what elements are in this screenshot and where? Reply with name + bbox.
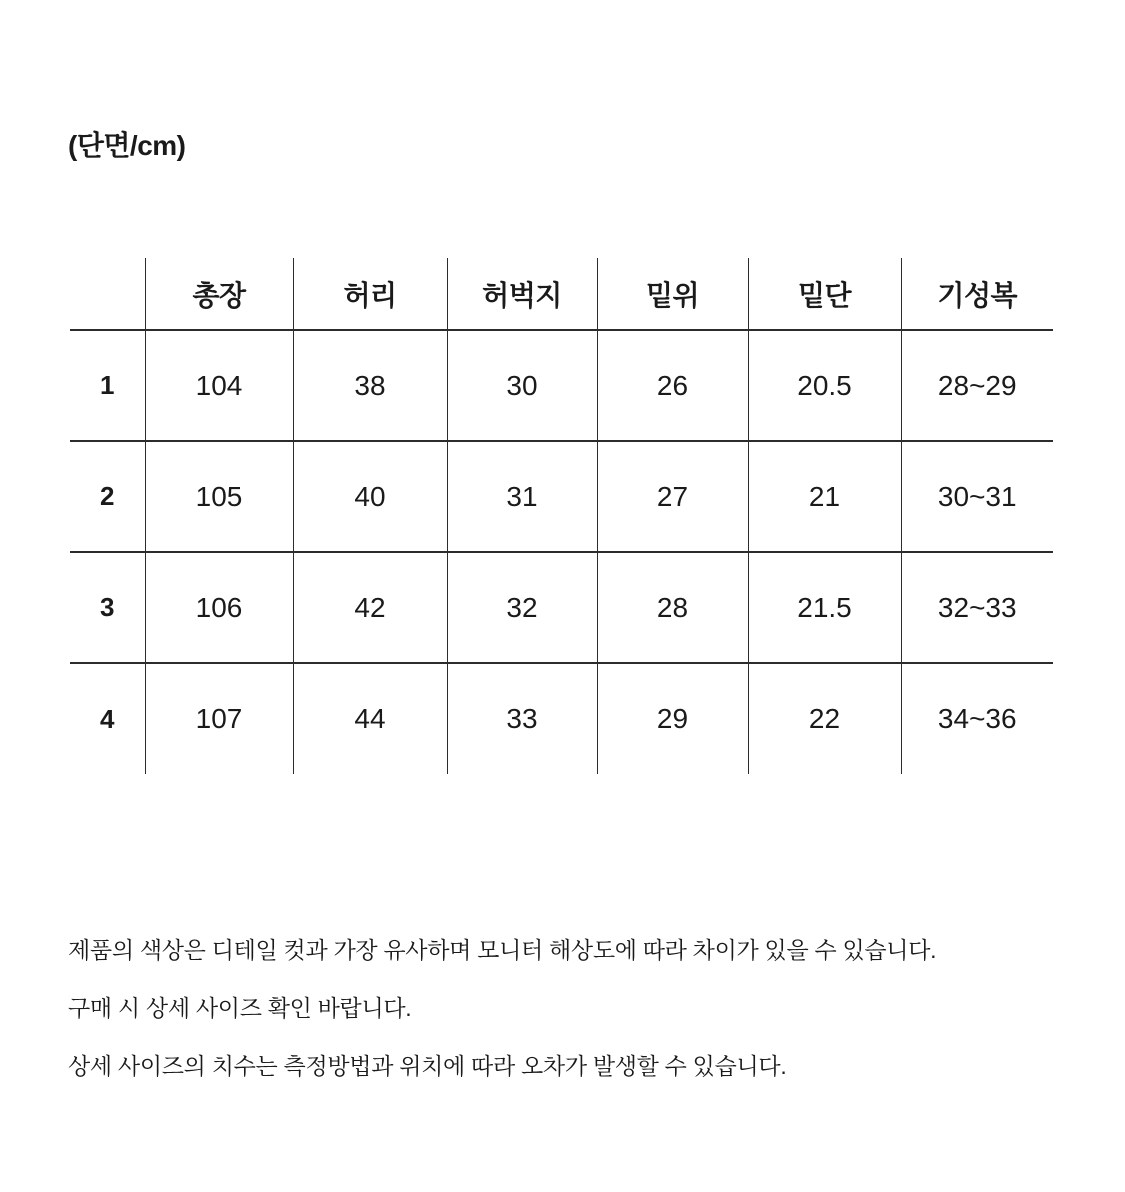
col-header-rise: 밑위	[597, 258, 748, 330]
size-value-total-length: 106	[145, 552, 293, 663]
size-value-thigh: 32	[447, 552, 597, 663]
row-label: 4	[70, 663, 145, 774]
corner-cell	[70, 258, 145, 330]
size-value-waist: 40	[293, 441, 447, 552]
size-value-waist: 42	[293, 552, 447, 663]
row-label: 1	[70, 330, 145, 441]
size-value-hem: 21	[748, 441, 901, 552]
size-value-ready-made: 28~29	[901, 330, 1053, 441]
page-title: (단면/cm)	[68, 130, 186, 161]
size-value-ready-made: 32~33	[901, 552, 1053, 663]
table-row-size-1	[70, 330, 1053, 441]
size-value-hem: 20.5	[748, 330, 901, 441]
size-value-thigh: 30	[447, 330, 597, 441]
size-value-rise: 27	[597, 441, 748, 552]
size-value-waist: 38	[293, 330, 447, 441]
size-value-total-length: 104	[145, 330, 293, 441]
size-value-hem: 21.5	[748, 552, 901, 663]
disclaimer-notes	[68, 936, 1068, 1110]
size-value-thigh: 33	[447, 663, 597, 774]
size-value-rise: 28	[597, 552, 748, 663]
col-header-total-length: 총장	[145, 258, 293, 330]
table-row-size-3	[70, 552, 1053, 663]
col-header-waist: 허리	[293, 258, 447, 330]
col-header-ready-made-size: 기성복	[901, 258, 1053, 330]
size-value-ready-made: 34~36	[937, 703, 1017, 734]
note-size-check: 구매 시 상세 사이즈 확인 바랍니다.	[68, 995, 412, 1021]
note-measurement-tolerance: 상세 사이즈의 치수는 측정방법과 위치에 따라 오차가 발생할 수 있습니다.	[68, 1053, 787, 1079]
col-header-thigh: 허벅지	[447, 258, 597, 330]
header-row	[70, 258, 1053, 330]
size-value-total-length: 107	[145, 663, 293, 774]
size-value-hem: 22	[748, 663, 901, 774]
col-header-hem: 밑단	[748, 258, 901, 330]
size-table	[70, 258, 1053, 774]
row-label: 3	[70, 552, 145, 663]
size-value-ready-made: 30~31	[901, 441, 1053, 552]
row-label: 2	[70, 441, 145, 552]
table-row-size-4	[70, 663, 1053, 774]
size-value-thigh: 31	[447, 441, 597, 552]
size-value-rise: 29	[597, 663, 748, 774]
note-color-disclaimer: 제품의 색상은 디테일 컷과 가장 유사하며 모니터 해상도에 따라 차이가 있을 수 있습니다.	[68, 937, 937, 963]
size-value-waist: 44	[293, 663, 447, 774]
table-row-size-2	[70, 441, 1053, 552]
size-value-total-length: 105	[145, 441, 293, 552]
size-value-rise: 26	[597, 330, 748, 441]
